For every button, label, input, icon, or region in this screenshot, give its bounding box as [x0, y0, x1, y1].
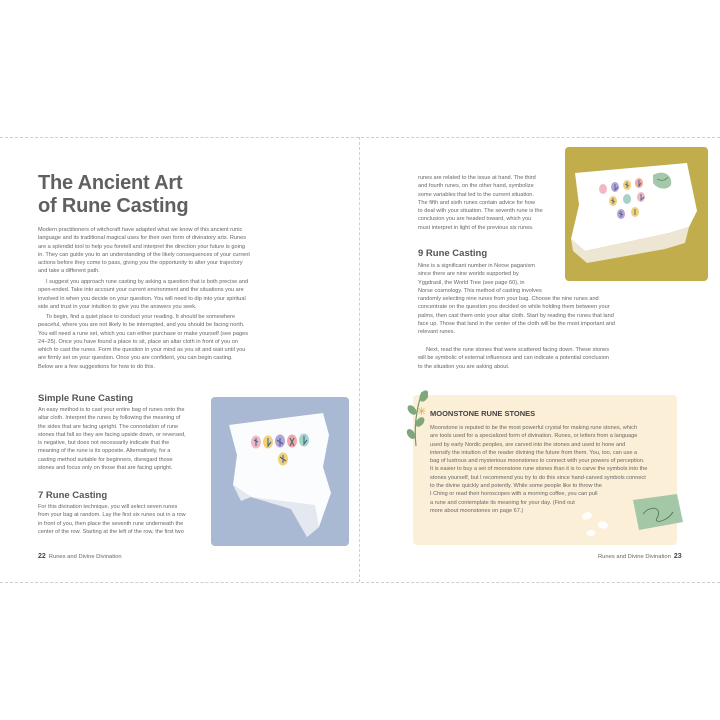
text-line: used by early Nordic peoples, are carved into the stones and used to hone and: [430, 441, 626, 448]
page-title: [38, 172, 238, 218]
page-number-left: 22: [38, 553, 46, 560]
text-line: I Ching or read their horoscopes with a morning coffee, you can pull: [430, 491, 598, 498]
text-line: and take a different path.: [38, 268, 100, 275]
simple-casting-paragraph: [38, 406, 186, 472]
nine-rune-casting-heading: 9 Rune Casting: [418, 248, 488, 259]
text-line: actions before they come to pass, giving you the opportunity to alter your trajectory: [38, 260, 243, 267]
text-line: intensify the intuition of the reader divining the future from them. You, too, can use a: [430, 449, 638, 456]
text-line: to the divine quickly and potently. While some people like to throw the: [430, 483, 602, 490]
text-line: meaning of the rune is its opposite. Alternatively, for a: [38, 448, 171, 455]
running-footer-right: Runes and Divine Divination: [598, 554, 671, 560]
right-folio: [598, 553, 682, 560]
text-line: peaceful, where you are not likely to be interrupted, and you should be facing north.: [38, 322, 245, 329]
text-line: more about moonstones on page 67.): [430, 507, 524, 514]
text-line: must interpret in light of the previous six runes.: [418, 224, 534, 231]
text-line: Next, read the rune stones that were scattered facing down. These stones: [426, 347, 610, 353]
text-line: The fifth and sixth runes contain advice for how: [418, 199, 535, 206]
text-line: You will need a rune set, which you can either purchase or make yourself (see pages: [38, 330, 248, 337]
text-line: conclusion you are headed toward, which you: [418, 216, 532, 223]
rune-cloth-illustration-right: [565, 147, 708, 281]
sidebar-title: MOONSTONE RUNE STONES: [430, 409, 536, 418]
simple-rune-casting-heading: Simple Rune Casting: [38, 393, 134, 404]
spread-bottom-edge: [0, 582, 720, 583]
text-line: side and trust in your intuition to give you the answers you seek.: [38, 303, 197, 310]
text-line: are firmly set on your question. Once you are confident, you can begin casting.: [38, 355, 233, 362]
folded-note-icon: [627, 492, 685, 532]
spread-top-edge: [0, 137, 720, 138]
text-line: For this divination technique, you will select seven runes: [38, 504, 178, 510]
text-line: from your bag at random. Lay the first six runes out in a row: [38, 512, 186, 519]
sparkle-icon: ✳: [417, 406, 427, 418]
text-line: Modern practitioners of witchcraft have adapted what we know of this ancient runic: [38, 227, 243, 233]
text-line: since there are nine worlds supported by: [418, 271, 519, 278]
text-line: are tools used for a specialized form of divination. Runes, or letters from a language: [430, 433, 638, 440]
text-line: palms, then cast them onto your altar cloth. Start by reading the runes that land: [418, 312, 614, 319]
book-gutter: [359, 137, 360, 582]
text-line: altar cloth. Interpret the runes by following the meaning of: [38, 415, 181, 422]
title-line-2: of Rune Casting: [38, 195, 189, 217]
text-line: stones yourself, but I recommend you try to do this since hand-carved symbols connect: [430, 474, 646, 481]
text-line: 24–25). Once you have found a place to sit, place an altar cloth in front of you on: [38, 338, 238, 345]
text-line: involved in when you decide on your question. You will need to dip into your spiritual: [38, 295, 246, 302]
nine-casting-paragraph-2: [418, 346, 609, 371]
question-paragraph: [38, 278, 248, 311]
text-line: relevant runes.: [418, 329, 456, 336]
moonstones-icon: [573, 507, 623, 541]
rune-cloth-illustration-left: [211, 397, 349, 546]
text-line: in. They can guide you to an understanding of the likely consequences of your current: [38, 251, 250, 258]
text-line: stones that fall so they are facing upside down, or reversed,: [38, 431, 186, 438]
text-line: concentrate on the question you decided on while holding them between your: [418, 304, 610, 311]
seven-casting-paragraph: [38, 503, 186, 536]
text-line: casting method suitable for beginners, disregard those: [38, 456, 173, 463]
text-line: the sides that are facing upright. The connotation of rune: [38, 423, 179, 430]
continue-paragraph: [418, 174, 543, 232]
leaf-sprig-icon: [402, 388, 428, 448]
text-line: stones and focus only on those that are facing upright.: [38, 465, 173, 472]
seven-rune-casting-heading: 7 Rune Casting: [38, 490, 108, 501]
text-line: to the situation you are asking about.: [418, 363, 510, 370]
text-line: are a splendid tool to help you foretell and interpret the direction your future is going: [38, 243, 246, 250]
text-line: open-ended. Take into account your current environment and the situations you are: [38, 287, 244, 294]
text-line: in front of you, then place the seventh rune underneath the: [38, 520, 184, 527]
text-line: To begin, find a quiet place to conduct your reading. It should be somewhere: [46, 314, 236, 320]
text-line: Moonstone is reputed to be the most powerful crystal for making rune stones, which: [430, 425, 638, 431]
text-line: I suggest you approach rune casting by asking a question that is both precise and: [46, 279, 249, 285]
text-line: to deal with your situation. The seventh rune is the: [418, 208, 543, 215]
text-line: which to cast the runes. Form the question in your mind as you sit and wait until you: [38, 347, 246, 354]
text-line: An easy method is to cast your entire bag of runes onto the: [38, 407, 185, 413]
sidebar-paragraph: [430, 424, 647, 515]
text-line: a rune and contemplate its meaning for your day. (Find out: [430, 499, 575, 506]
page-number-right: 23: [673, 553, 682, 560]
text-line: Yggdrasil, the World Tree (see page 60), in: [418, 279, 525, 286]
text-line: will be symbolic of external influences and can indicate a potential conclusion: [418, 355, 609, 362]
text-line: is negative, but does not necessarily indicate that the: [38, 440, 170, 447]
text-line: center of the row. Starting at the left of the row, the first two: [38, 528, 184, 535]
text-line: and fourth runes, on the other hand, symbolize: [418, 183, 534, 190]
title-line-1: The Ancient Art: [38, 172, 183, 194]
text-line: language and its traditional magical uses for their own form of divinatory arts. Runes: [38, 235, 247, 242]
text-line: some variables that led to the current situation.: [418, 191, 534, 198]
intro-paragraph: [38, 226, 250, 276]
text-line: Nine is a significant number in Norse paganism: [418, 263, 535, 269]
text-line: bag of lustrous and mysterious moonstones to connect with your powers of perception.: [430, 458, 645, 465]
text-line: face up. Those that land in the center of the cloth will be the most important and: [418, 321, 616, 328]
left-folio: [38, 553, 122, 560]
text-line: Norse cosmology. This method of casting involves: [418, 287, 542, 294]
text-line: Below are a few suggestions for how to do this.: [38, 363, 155, 370]
begin-paragraph: [38, 313, 248, 371]
text-line: It is easier to buy a set of moonstone rune stones than it is to carve the symbols into the: [430, 466, 648, 473]
running-footer-left: Runes and Divine Divination: [48, 554, 122, 560]
text-line: runes are related to the issue at hand. The third: [418, 175, 536, 181]
text-line: randomly selecting nine runes from your bag. Choose the nine runes and: [418, 296, 599, 303]
